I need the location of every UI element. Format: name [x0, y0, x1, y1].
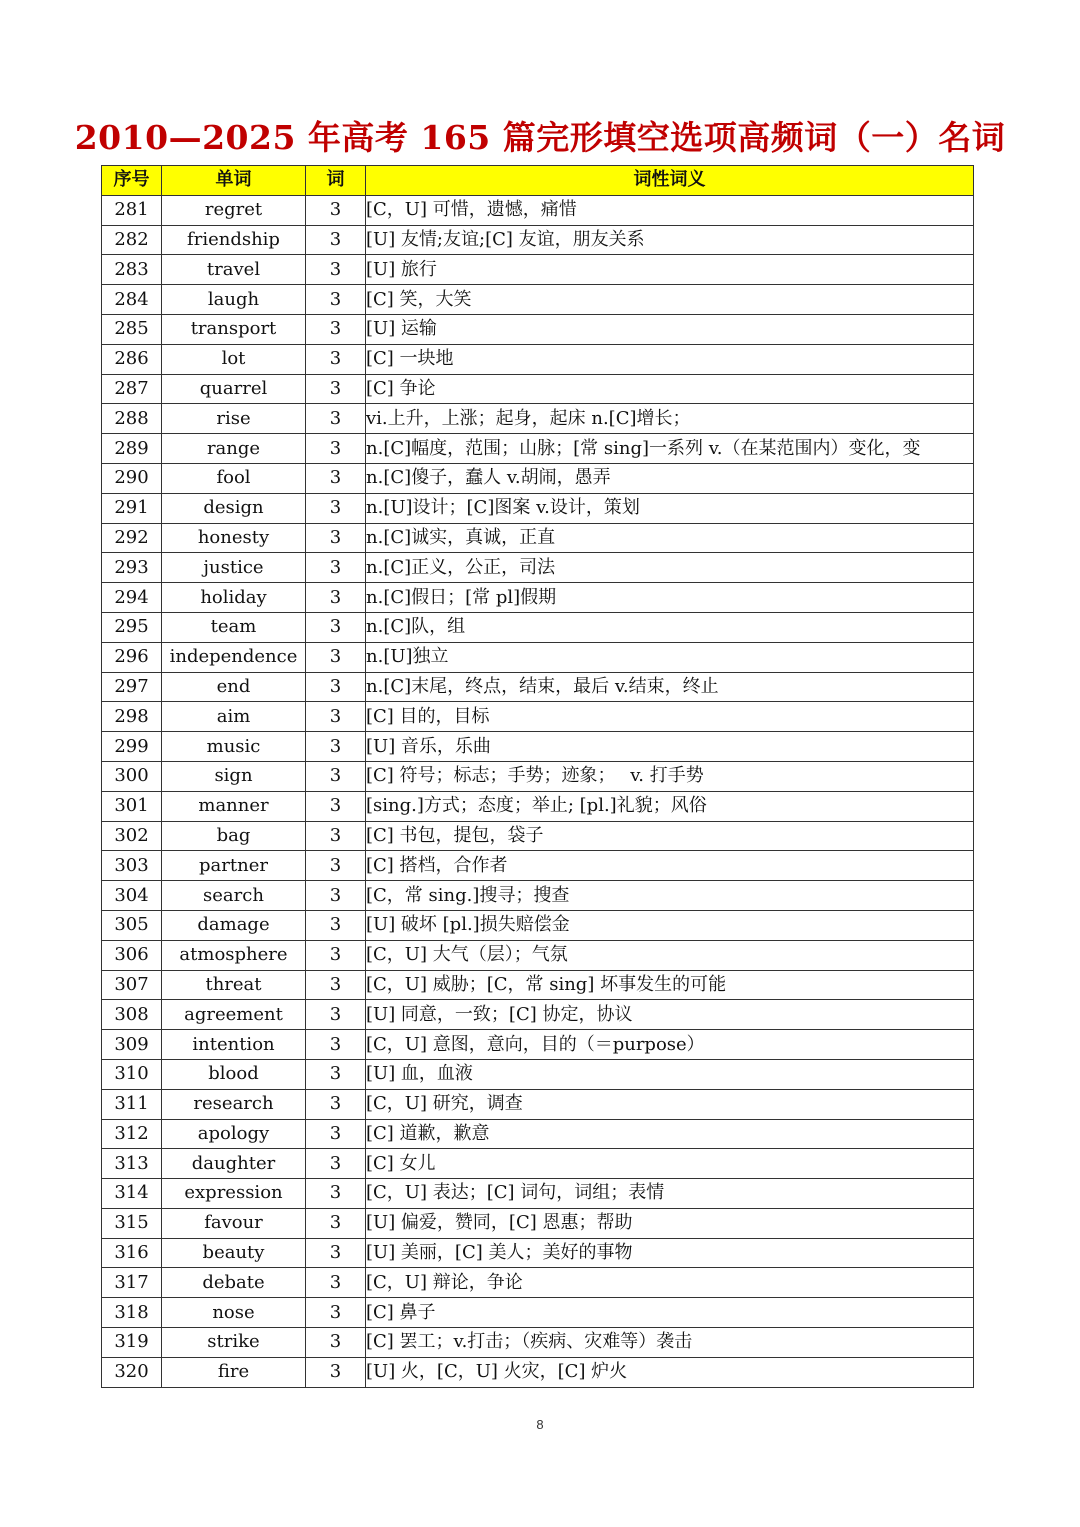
row-frequency: 3	[306, 1357, 366, 1387]
row-meaning: [C，U] 研究，调查	[366, 1089, 974, 1119]
table-row	[102, 255, 974, 285]
row-frequency: 3	[306, 612, 366, 642]
row-meaning: [U] 破坏 [pl.]损失赔偿金	[366, 910, 974, 940]
row-meaning: [U] 旅行	[366, 255, 974, 285]
table-row	[102, 1328, 974, 1358]
table-row	[102, 1089, 974, 1119]
row-word: expression	[162, 1179, 306, 1209]
row-meaning: [U] 美丽，[C] 美人；美好的事物	[366, 1238, 974, 1268]
row-number: 281	[102, 195, 162, 225]
row-number: 317	[102, 1268, 162, 1298]
row-word: sign	[162, 761, 306, 791]
row-word: debate	[162, 1268, 306, 1298]
row-word: nose	[162, 1298, 306, 1328]
row-meaning: n.[C]末尾，终点，结束，最后 v.结束，终止	[366, 672, 974, 702]
row-number: 316	[102, 1238, 162, 1268]
page-title: 2010—2025 年高考 165 篇完形填空选项高频词（一）名词	[74, 118, 1006, 157]
row-frequency: 3	[306, 1238, 366, 1268]
row-meaning: n.[C]傻子，蠢人 v.胡闹，愚弄	[366, 463, 974, 493]
table-row	[102, 940, 974, 970]
header-number: 序号	[102, 166, 162, 196]
row-frequency: 3	[306, 1298, 366, 1328]
row-frequency: 3	[306, 1328, 366, 1358]
row-frequency: 3	[306, 195, 366, 225]
row-frequency: 3	[306, 1059, 366, 1089]
row-number: 319	[102, 1328, 162, 1358]
row-frequency: 3	[306, 255, 366, 285]
row-number: 306	[102, 940, 162, 970]
row-word: rise	[162, 404, 306, 434]
table-row	[102, 1357, 974, 1387]
row-meaning: [C，U] 意图，意向，目的（＝purpose）	[366, 1030, 974, 1060]
row-frequency: 3	[306, 821, 366, 851]
table-row	[102, 851, 974, 881]
row-frequency: 3	[306, 1208, 366, 1238]
row-number: 282	[102, 225, 162, 255]
row-frequency: 3	[306, 910, 366, 940]
page-number: 8	[536, 1417, 544, 1432]
row-word: blood	[162, 1059, 306, 1089]
row-number: 283	[102, 255, 162, 285]
row-meaning: [U] 运输	[366, 314, 974, 344]
table-row	[102, 523, 974, 553]
row-frequency: 3	[306, 1119, 366, 1149]
row-frequency: 3	[306, 881, 366, 911]
table-body	[102, 195, 974, 1387]
table-row	[102, 821, 974, 851]
table-row	[102, 225, 974, 255]
row-meaning: [C，常 sing.]搜寻；搜查	[366, 881, 974, 911]
vocabulary-table	[101, 165, 974, 1388]
row-frequency: 3	[306, 404, 366, 434]
row-frequency: 3	[306, 791, 366, 821]
row-word: intention	[162, 1030, 306, 1060]
table-row	[102, 553, 974, 583]
row-word: search	[162, 881, 306, 911]
row-word: music	[162, 732, 306, 762]
row-number: 287	[102, 374, 162, 404]
row-number: 318	[102, 1298, 162, 1328]
row-frequency: 3	[306, 672, 366, 702]
row-number: 313	[102, 1149, 162, 1179]
row-frequency: 3	[306, 970, 366, 1000]
row-word: fire	[162, 1357, 306, 1387]
row-meaning: [C] 女儿	[366, 1149, 974, 1179]
row-frequency: 3	[306, 1268, 366, 1298]
row-meaning: n.[C]假日；[常 pl]假期	[366, 583, 974, 613]
table-row	[102, 583, 974, 613]
row-word: daughter	[162, 1149, 306, 1179]
row-meaning: n.[C]诚实，真诚，正直	[366, 523, 974, 553]
table-row	[102, 970, 974, 1000]
row-word: bag	[162, 821, 306, 851]
row-frequency: 3	[306, 583, 366, 613]
row-frequency: 3	[306, 553, 366, 583]
row-meaning: [U] 火，[C，U] 火灾，[C] 炉火	[366, 1357, 974, 1387]
row-word: favour	[162, 1208, 306, 1238]
row-meaning: [C] 书包，提包，袋子	[366, 821, 974, 851]
row-word: research	[162, 1089, 306, 1119]
row-word: travel	[162, 255, 306, 285]
row-number: 296	[102, 642, 162, 672]
table-row	[102, 791, 974, 821]
row-number: 285	[102, 314, 162, 344]
row-word: quarrel	[162, 374, 306, 404]
row-meaning: [C，U] 辩论，争论	[366, 1268, 974, 1298]
row-word: honesty	[162, 523, 306, 553]
table-row	[102, 732, 974, 762]
table-row	[102, 1179, 974, 1209]
row-meaning: [C，U] 大气（层）；气氛	[366, 940, 974, 970]
row-meaning: vi.上升，上涨；起身，起床 n.[C]增长；	[366, 404, 974, 434]
row-word: threat	[162, 970, 306, 1000]
table-row	[102, 1208, 974, 1238]
row-number: 309	[102, 1030, 162, 1060]
table-row	[102, 881, 974, 911]
table-row	[102, 642, 974, 672]
row-number: 310	[102, 1059, 162, 1089]
row-number: 294	[102, 583, 162, 613]
row-frequency: 3	[306, 523, 366, 553]
row-word: atmosphere	[162, 940, 306, 970]
row-meaning: [C] 目的，目标	[366, 702, 974, 732]
row-word: damage	[162, 910, 306, 940]
row-frequency: 3	[306, 493, 366, 523]
row-number: 289	[102, 434, 162, 464]
row-meaning: [U] 音乐，乐曲	[366, 732, 974, 762]
row-number: 286	[102, 344, 162, 374]
row-word: transport	[162, 314, 306, 344]
row-frequency: 3	[306, 463, 366, 493]
row-word: holiday	[162, 583, 306, 613]
row-meaning: [C，U] 可惜，遗憾，痛惜	[366, 195, 974, 225]
row-meaning: [U] 偏爱，赞同，[C] 恩惠；帮助	[366, 1208, 974, 1238]
table-row	[102, 374, 974, 404]
row-number: 298	[102, 702, 162, 732]
row-number: 297	[102, 672, 162, 702]
row-word: justice	[162, 553, 306, 583]
row-frequency: 3	[306, 314, 366, 344]
table-row	[102, 493, 974, 523]
row-word: range	[162, 434, 306, 464]
row-frequency: 3	[306, 702, 366, 732]
table-row	[102, 344, 974, 374]
table-row	[102, 702, 974, 732]
row-meaning: n.[C]队，组	[366, 612, 974, 642]
row-word: regret	[162, 195, 306, 225]
row-frequency: 3	[306, 940, 366, 970]
table-row	[102, 672, 974, 702]
row-word: apology	[162, 1119, 306, 1149]
table-header-row	[102, 166, 974, 196]
row-word: end	[162, 672, 306, 702]
row-number: 291	[102, 493, 162, 523]
row-frequency: 3	[306, 732, 366, 762]
table-row	[102, 314, 974, 344]
row-number: 312	[102, 1119, 162, 1149]
row-frequency: 3	[306, 1179, 366, 1209]
row-frequency: 3	[306, 1000, 366, 1030]
row-frequency: 3	[306, 1089, 366, 1119]
row-number: 320	[102, 1357, 162, 1387]
row-meaning: [C，U] 表达；[C] 词句，词组；表情	[366, 1179, 974, 1209]
row-meaning: [sing.]方式；态度；举止; [pl.]礼貌；风俗	[366, 791, 974, 821]
header-frequency: 词	[306, 166, 366, 196]
table-row	[102, 434, 974, 464]
header-word: 单词	[162, 166, 306, 196]
row-meaning: [C] 符号；标志；手势；迹象； v. 打手势	[366, 761, 974, 791]
table-row	[102, 1149, 974, 1179]
row-meaning: [C] 鼻子	[366, 1298, 974, 1328]
row-word: beauty	[162, 1238, 306, 1268]
row-word: laugh	[162, 285, 306, 315]
row-meaning: [U] 血，血液	[366, 1059, 974, 1089]
row-word: team	[162, 612, 306, 642]
table-row	[102, 1298, 974, 1328]
row-meaning: [U] 友情;友谊;[C] 友谊，朋友关系	[366, 225, 974, 255]
table-row	[102, 1238, 974, 1268]
row-meaning: [C] 道歉，歉意	[366, 1119, 974, 1149]
row-number: 315	[102, 1208, 162, 1238]
table-row	[102, 1059, 974, 1089]
table-row	[102, 463, 974, 493]
table-row	[102, 1119, 974, 1149]
table-row	[102, 404, 974, 434]
row-number: 300	[102, 761, 162, 791]
table-row	[102, 195, 974, 225]
row-frequency: 3	[306, 642, 366, 672]
row-number: 288	[102, 404, 162, 434]
row-frequency: 3	[306, 285, 366, 315]
row-number: 304	[102, 881, 162, 911]
table-row	[102, 612, 974, 642]
row-number: 314	[102, 1179, 162, 1209]
row-meaning: n.[U]设计；[C]图案 v.设计，策划	[366, 493, 974, 523]
row-meaning: [C] 笑，大笑	[366, 285, 974, 315]
row-word: agreement	[162, 1000, 306, 1030]
row-number: 303	[102, 851, 162, 881]
row-word: strike	[162, 1328, 306, 1358]
table-row	[102, 285, 974, 315]
row-number: 302	[102, 821, 162, 851]
row-frequency: 3	[306, 761, 366, 791]
row-word: aim	[162, 702, 306, 732]
row-number: 299	[102, 732, 162, 762]
row-meaning: n.[U]独立	[366, 642, 974, 672]
row-number: 308	[102, 1000, 162, 1030]
row-word: friendship	[162, 225, 306, 255]
table-row	[102, 910, 974, 940]
row-frequency: 3	[306, 225, 366, 255]
row-frequency: 3	[306, 1149, 366, 1179]
row-frequency: 3	[306, 851, 366, 881]
row-number: 293	[102, 553, 162, 583]
row-word: lot	[162, 344, 306, 374]
row-meaning: n.[C]正义，公正，司法	[366, 553, 974, 583]
row-frequency: 3	[306, 374, 366, 404]
row-number: 290	[102, 463, 162, 493]
row-meaning: [C，U] 威胁；[C，常 sing] 坏事发生的可能	[366, 970, 974, 1000]
row-meaning: n.[C]幅度，范围；山脉；[常 sing]一系列 v.（在某范围内）变化，变	[366, 434, 974, 464]
table-row	[102, 1268, 974, 1298]
row-number: 284	[102, 285, 162, 315]
row-number: 292	[102, 523, 162, 553]
row-frequency: 3	[306, 434, 366, 464]
row-meaning: [C] 一块地	[366, 344, 974, 374]
table-row	[102, 1000, 974, 1030]
row-meaning: [C] 罢工；v.打击；（疾病、灾难等）袭击	[366, 1328, 974, 1358]
row-word: partner	[162, 851, 306, 881]
row-word: independence	[162, 642, 306, 672]
row-number: 305	[102, 910, 162, 940]
row-number: 295	[102, 612, 162, 642]
row-number: 307	[102, 970, 162, 1000]
row-number: 311	[102, 1089, 162, 1119]
row-number: 301	[102, 791, 162, 821]
table-row	[102, 1030, 974, 1060]
row-word: fool	[162, 463, 306, 493]
row-meaning: [C] 搭档，合作者	[366, 851, 974, 881]
row-frequency: 3	[306, 344, 366, 374]
row-word: design	[162, 493, 306, 523]
row-frequency: 3	[306, 1030, 366, 1060]
row-word: manner	[162, 791, 306, 821]
table-row	[102, 761, 974, 791]
header-meaning: 词性词义	[366, 166, 974, 196]
row-meaning: [C] 争论	[366, 374, 974, 404]
row-meaning: [U] 同意，一致；[C] 协定，协议	[366, 1000, 974, 1030]
